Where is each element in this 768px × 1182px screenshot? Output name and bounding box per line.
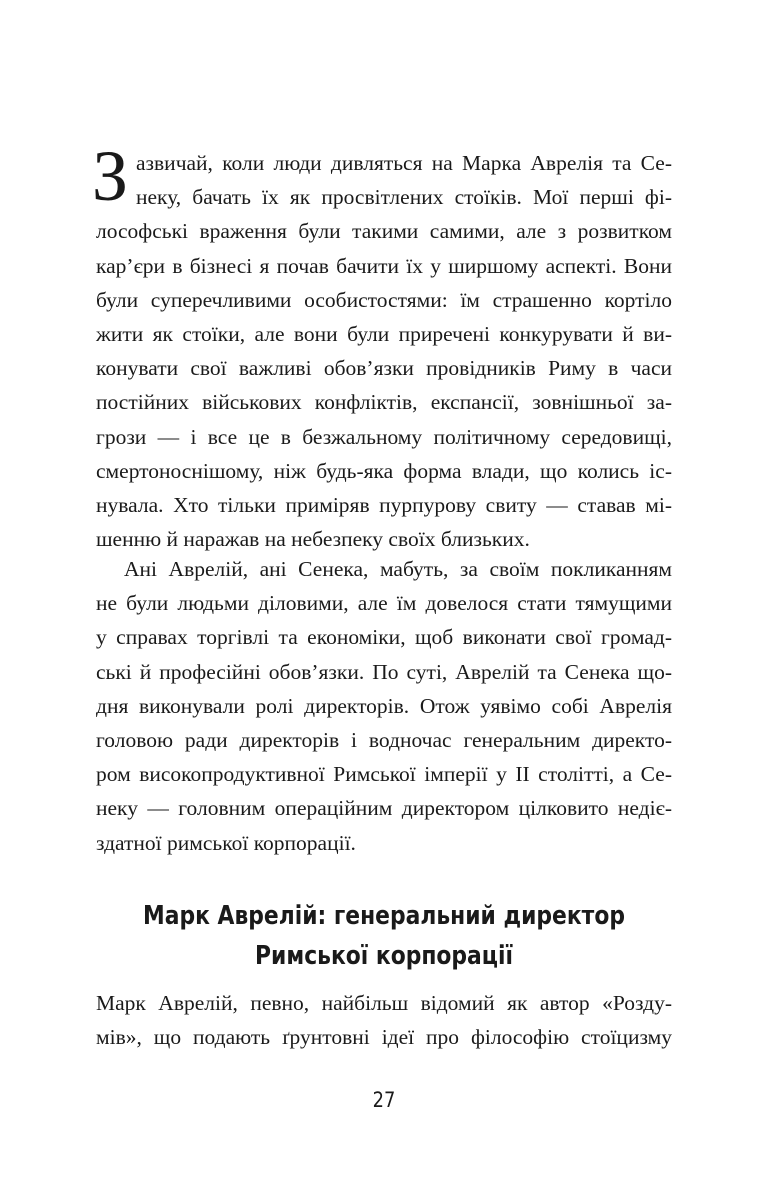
text-line: азвичай, коли люди дивляться на Марка Аврелія та Се- (136, 151, 672, 175)
text-line: ські й професійні обов’язки. По суті, Аврелій та Сенека що- (96, 659, 672, 684)
text-line: головою ради директорів і водночас генеральним директо- (96, 727, 672, 752)
text-line: неку, бачать їх як просвітлених стоїків. Мої перші фі- (136, 185, 672, 210)
paragraph-1 (96, 146, 672, 556)
drop-cap: З (92, 136, 129, 216)
text-line: мів», що подають ґрунтовні ідеї про філософію стоїцизму (96, 1025, 672, 1050)
text-line: дня виконували ролі директорів. Отож уявімо собі Аврелія (96, 693, 672, 718)
text-line: конувати свої важливі обов’язки провідників Риму в часи (96, 356, 672, 381)
text-line: здатної римської корпорації. (96, 830, 356, 855)
text-line: не були людьми діловими, але їм довелося стати тямущими (96, 591, 672, 616)
heading-line: Марк Аврелій: генеральний директор (143, 901, 625, 931)
text-line: смертоноснішому, ніж будь-яка форма влади, що колись іс- (96, 458, 672, 483)
text-line: Марк Аврелій, певно, найбільш відомий як автор «Розду- (96, 991, 672, 1015)
text-line: нувала. Хто тільки приміряв пурпурову свиту — ставав мі- (96, 492, 672, 517)
paragraph-2 (96, 552, 672, 860)
section-heading (142, 896, 626, 976)
text-line: кар’єри в бізнесі я почав бачити їх у ширшому аспекті. Вони (96, 253, 672, 278)
text-line: лософські враження були такими самими, але з розвитком (96, 219, 672, 244)
text-line: шенню й наражав на небезпеку своїх близьких. (96, 527, 530, 552)
text-line: неку — головним операційним директором цілковито недіє- (96, 796, 672, 821)
text-line: постійних військових конфліктів, експансії, зовнішньої за- (96, 390, 672, 415)
text-line: ром високопродуктивної Римської імперії у II столітті, а Се- (96, 762, 672, 787)
paragraph-3 (96, 986, 672, 1054)
page-number: 27 (372, 1088, 396, 1112)
text-line: Ані Аврелій, ані Сенека, мабуть, за своїм покликанням (124, 557, 672, 581)
text-line: були суперечливими особистостями: їм страшенно кортіло (96, 287, 672, 312)
text-line: грози — і все це в безжальному політичному середовищі, (96, 424, 672, 449)
text-line: у справах торгівлі та економіки, щоб виконати свої громад- (96, 625, 672, 650)
text-line: жити як стоїки, але вони були приречені конкурувати й ви- (96, 321, 672, 346)
heading-line: Римської корпорації (255, 941, 513, 971)
